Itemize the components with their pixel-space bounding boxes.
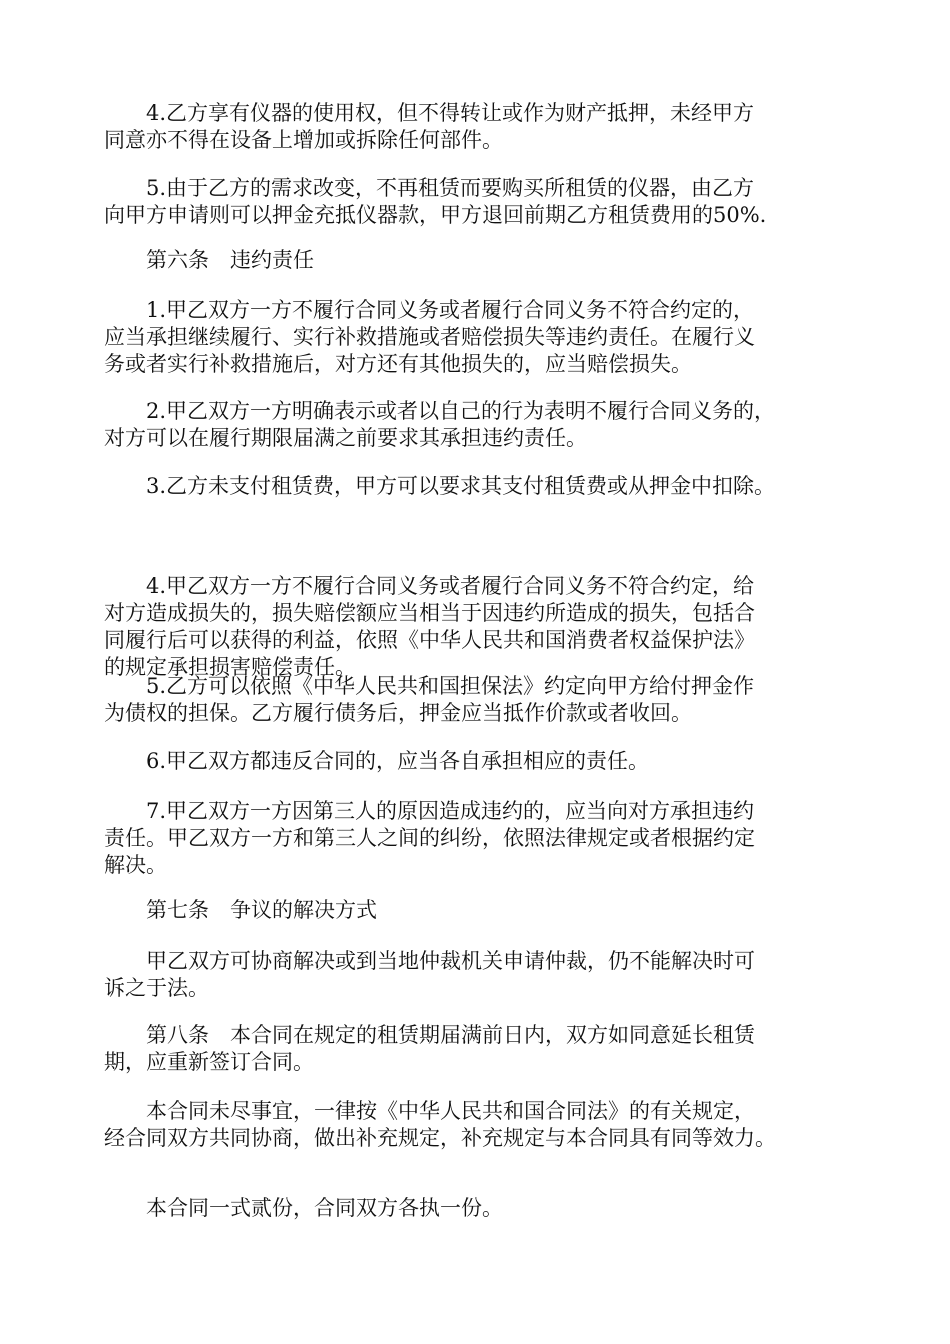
paragraph — [104, 473, 856, 500]
text-line: 向甲方申请则可以押金充抵仪器款，甲方退回前期乙方租赁费用的50%. — [104, 203, 767, 227]
text-line: 为债权的担保。乙方履行债务后，押金应当抵作价款或者收回。 — [104, 701, 692, 725]
text-line: 7.甲乙双方一方因第三人的原因造成违约的，应当向对方承担违约 — [104, 799, 755, 823]
section-heading — [104, 247, 856, 274]
text-line: 第八条 本合同在规定的租赁期届满前日内，双方如同意延长租赁 — [104, 1023, 755, 1047]
text-line: 务或者实行补救措施后，对方还有其他损失的，应当赔偿损失。 — [104, 352, 692, 376]
paragraph — [104, 573, 856, 681]
text-line: 同履行后可以获得的利益，依照《中华人民共和国消费者权益保护法》 — [104, 628, 755, 652]
text-line: 解决。 — [104, 853, 167, 877]
paragraph — [104, 673, 856, 727]
text-line: 诉之于法。 — [104, 976, 209, 1000]
paragraph — [104, 175, 856, 229]
section-heading — [104, 897, 856, 924]
paragraph — [104, 748, 856, 775]
text-line: 对方造成损失的，损失赔偿额应当相当于因违约所造成的损失，包括合 — [104, 601, 755, 625]
text-line: 4.乙方享有仪器的使用权，但不得转让或作为财产抵押，未经甲方 — [104, 101, 755, 125]
text-line: 的规定承担损害赔偿责任。 — [104, 655, 356, 679]
text-line: 1.甲乙双方一方不履行合同义务或者履行合同义务不符合约定的， — [104, 298, 755, 322]
text-line: 3.乙方未支付租赁费，甲方可以要求其支付租赁费或从押金中扣除。 — [104, 474, 776, 498]
text-line: 6.甲乙双方都违反合同的，应当各自承担相应的责任。 — [104, 749, 650, 773]
paragraph — [104, 1022, 856, 1076]
paragraph — [104, 948, 856, 1002]
text-line: 第六条 违约责任 — [104, 248, 314, 272]
text-line: 2.甲乙双方一方明确表示或者以自己的行为表明不履行合同义务的， — [104, 399, 776, 423]
text-line: 责任。甲乙双方一方和第三人之间的纠纷，依照法律规定或者根据约定 — [104, 826, 755, 850]
text-line: 4.甲乙双方一方不履行合同义务或者履行合同义务不符合约定，给 — [104, 574, 755, 598]
paragraph — [104, 1195, 856, 1222]
text-line: 对方可以在履行期限届满之前要求其承担违约责任。 — [104, 426, 587, 450]
text-line: 本合同一式贰份，合同双方各执一份。 — [104, 1196, 503, 1220]
paragraph — [104, 798, 856, 879]
text-line: 本合同未尽事宜，一律按《中华人民共和国合同法》的有关规定， — [104, 1099, 755, 1123]
text-line: 第七条 争议的解决方式 — [104, 898, 377, 922]
paragraph — [104, 297, 856, 378]
text-line: 经合同双方共同协商，做出补充规定，补充规定与本合同具有同等效力。 — [104, 1126, 776, 1150]
paragraph — [104, 398, 856, 452]
text-line: 同意亦不得在设备上增加或拆除任何部件。 — [104, 128, 503, 152]
text-line: 应当承担继续履行、实行补救措施或者赔偿损失等违约责任。在履行义 — [104, 325, 755, 349]
text-line: 甲乙双方可协商解决或到当地仲裁机关申请仲裁，仍不能解决时可 — [104, 949, 755, 973]
text-line: 期，应重新签订合同。 — [104, 1050, 314, 1074]
paragraph — [104, 100, 856, 154]
paragraph — [104, 1098, 856, 1152]
text-line: 5.由于乙方的需求改变，不再租赁而要购买所租赁的仪器，由乙方 — [104, 176, 755, 200]
text-line: 5.乙方可以依照《中华人民共和国担保法》约定向甲方给付押金作 — [104, 674, 755, 698]
